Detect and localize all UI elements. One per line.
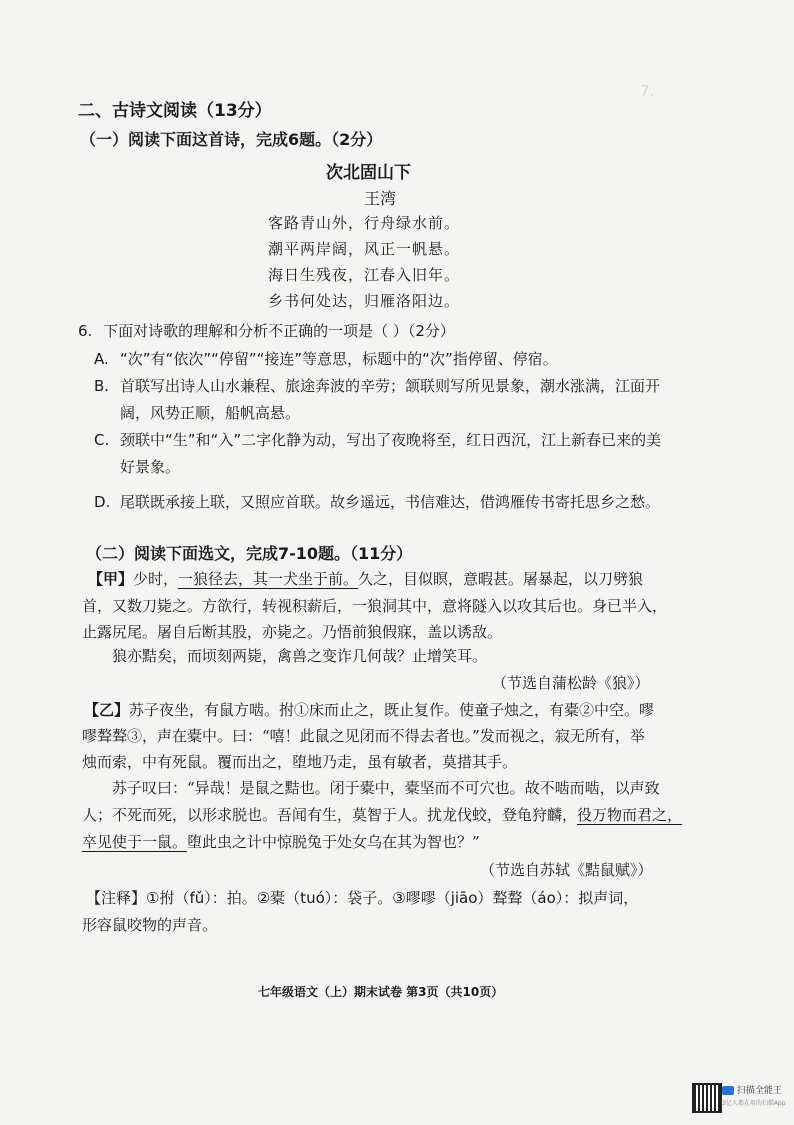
jia-source: （节选自蒲松龄《狼》） [492,674,650,692]
bleed-through: 7. [640,82,655,100]
part1-heading: （一）阅读下面这首诗，完成6题。（2分） [80,130,383,149]
yi-text: 人；不死而死，以形求脱也。吾闻有生，莫智于人。扰龙伐蛟，登龟狩麟， [82,806,578,824]
poem-title: 次北固山下 [326,163,411,183]
notes-line-2: 形容鼠咬物的声音。 [82,916,218,934]
scanner-logo-icon [722,1086,734,1095]
option-text: 颈联中“生”和“入”二字化静为动，写出了夜晚将至，红日西沉，江上新春已来的美好景象。 [120,431,662,476]
option-text: 首联写出诗人山水兼程、旅途奔波的辛劳；颔联则写所见景象，潮水涨满，江面开阔，风势正顺，船帆高悬。 [120,377,661,422]
jia-line-3: 止露尻尾。屠自后断其股，亦毙之。乃悟前狼假寐，盖以诱敌。 [82,623,503,641]
option-label: D. [94,493,111,511]
jia-underlined: 一狼径去，其一犬坐于前。 [178,570,359,588]
poem-line: 潮平两岸阔，风正一帆悬。 [268,240,461,258]
part2-heading: （二）阅读下面选文，完成7-10题。（11分） [86,544,413,563]
yi-line-3: 烛而索，中有死鼠。覆而出之，堕地乃走，虽有敏者，莫措其手。 [82,753,518,771]
jia-mark: 【甲】 [88,570,134,588]
notes-line-1: 【注释】①拊（fǔ）：拍。②橐（tuó）：袋子。③嘐嘐（jiāo）聱聱（áo）：拟声词， [86,889,639,907]
jia-line-2: 首，又数刀毙之。方欲行，转视积薪后，一狼洞其中，意将隧入以攻其后也。身已半入， [82,597,668,615]
yi-line-1 [84,699,654,720]
question-6-stem [78,320,455,341]
yi-underlined: 役万物而君之， [577,806,683,824]
jia-line-1 [88,568,643,589]
yi-line-2: 嘐聱聱③，声在橐中。曰：“嘻！此鼠之见闭而不得去者也。”发而视之，寂无所有，举 [82,727,645,745]
option-text: “次”有“依次”“停留”“接连”等意思，标题中的“次”指停留、停宿。 [120,350,558,368]
option-label: B. [94,377,110,395]
jia-text: 久之，目似瞑，意暇甚。屠暴起，以刀劈狼 [358,570,644,588]
yi-line-4: 苏子叹曰：“异哉！是鼠之黠也。闭于橐中，橐坚而不可穴也。故不啮而啮，以声致 [112,779,660,797]
scanner-subtitle: 3亿人都在用的扫描App [722,1100,786,1107]
poem-line: 客路青山外，行舟绿水前。 [268,214,461,232]
option-a [94,346,654,373]
option-label: C. [94,431,110,449]
question-text: 下面对诗歌的理解和分析不正确的一项是（ ）（2分） [103,322,455,340]
option-b [94,373,672,427]
poem-author: 王湾 [364,189,397,208]
qr-code-icon [692,1083,722,1113]
jia-line-4: 狼亦黠矣，而顷刻两毙，禽兽之变诈几何哉？止增笑耳。 [112,647,488,665]
jia-text: 少时， [133,570,179,588]
yi-source: （节选自苏轼《黠鼠赋》） [480,861,653,879]
section-title: 二、古诗文阅读（13分） [78,101,272,121]
yi-line-6 [82,831,480,852]
poem-line: 乡书何处达，归雁洛阳边。 [268,292,461,310]
poem-line: 海日生残夜，江春入旧年。 [268,266,461,284]
question-number: 6. [78,322,93,340]
yi-line-5 [82,804,682,825]
scanner-badge [722,1083,786,1109]
option-d [94,489,674,516]
yi-mark: 【乙】 [84,701,130,719]
yi-text: 堕此虫之计中惊脱兔于处女乌在其为智也？” [187,833,480,851]
option-text: 尾联既承接上联，又照应首联。故乡遥远，书信难达，借鸿雁传书寄托思乡之愁。 [120,493,661,511]
yi-underlined: 卒见使于一鼠。 [82,833,188,851]
yi-text: 苏子夜坐，有鼠方啮。拊①床而止之，既止复作。使童子烛之，有橐②中空。嘐 [129,701,655,719]
scanner-title: 扫描全能王 [736,1086,782,1096]
page-footer: 七年级语文（上）期末试卷 第3页（共10页） [258,985,504,999]
option-c [94,427,672,481]
option-label: A. [94,350,109,368]
